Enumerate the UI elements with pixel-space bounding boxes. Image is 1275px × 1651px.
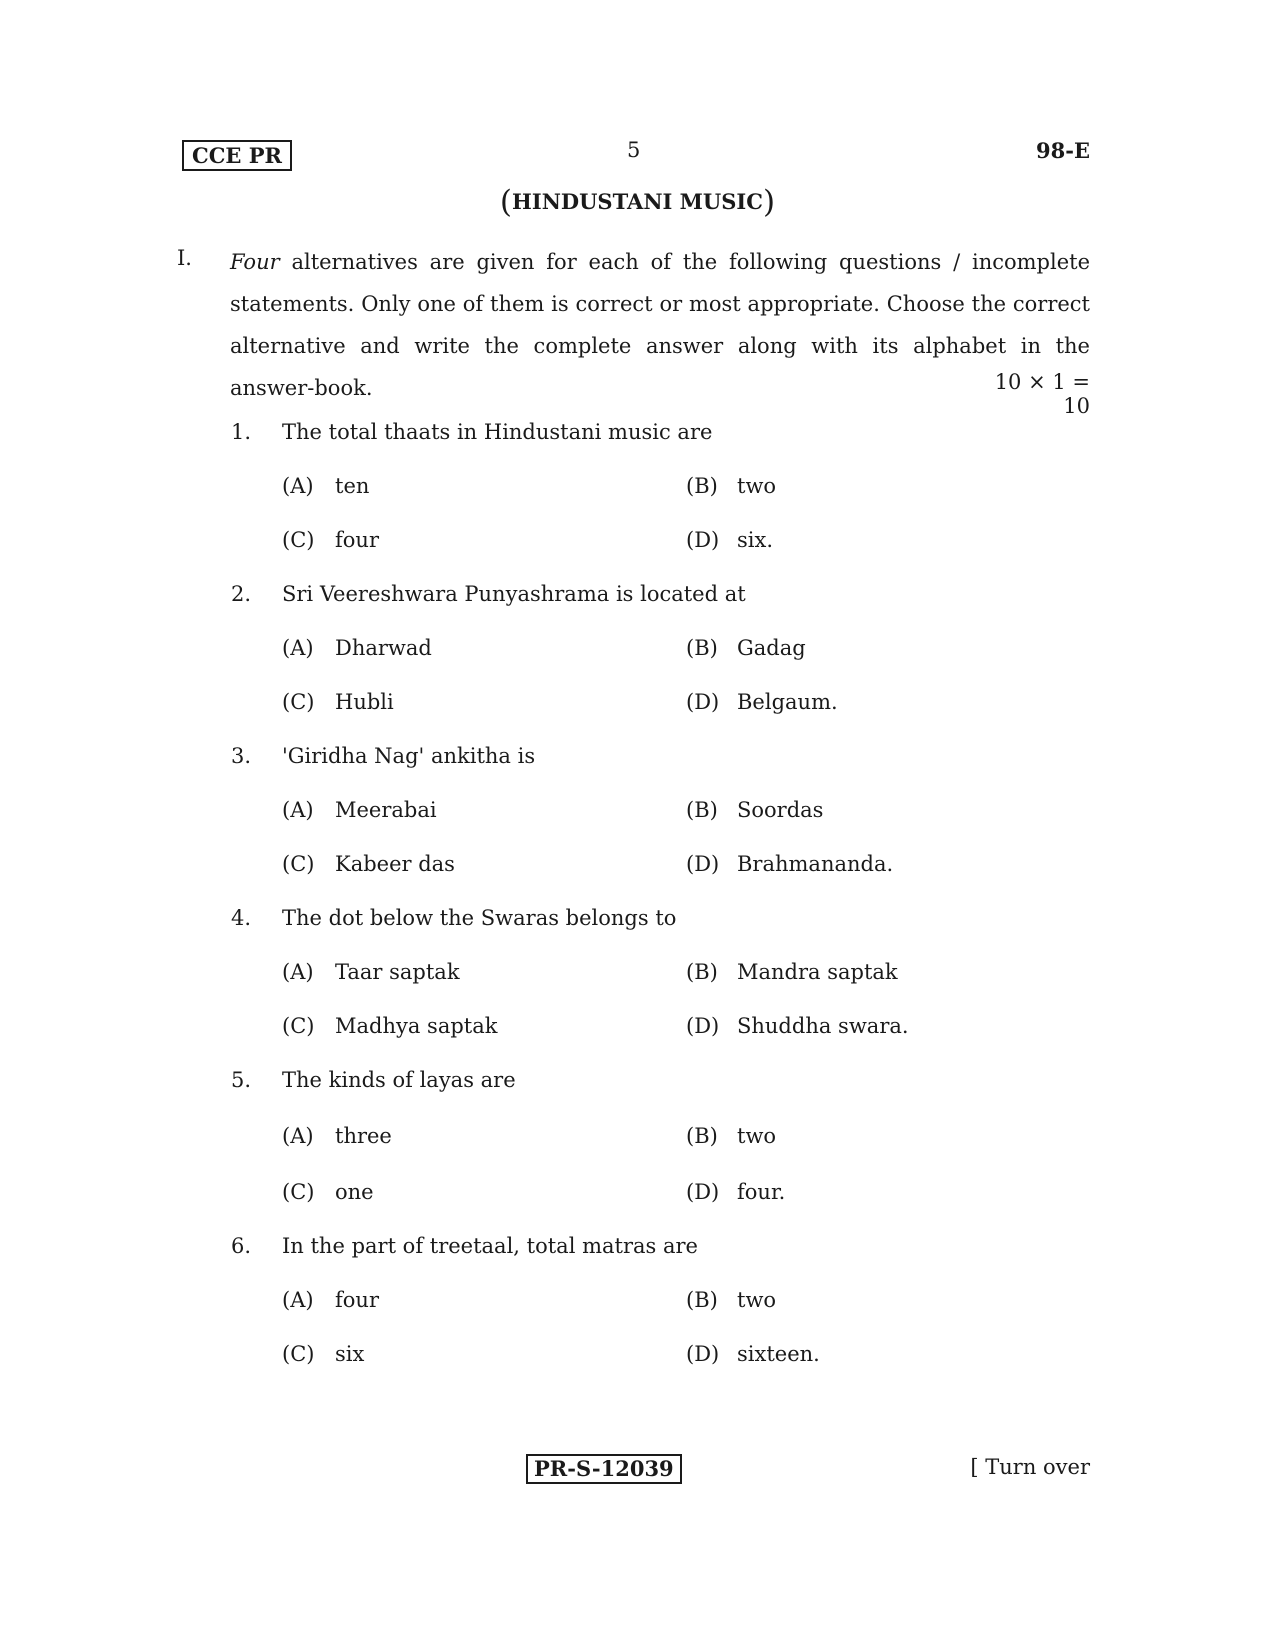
option-text: Meerabai [335, 798, 437, 822]
subject-text: HINDUSTANI MUSIC [512, 189, 763, 214]
option-text: sixteen. [737, 1342, 820, 1366]
option-text: four [335, 528, 379, 552]
page-number: 5 [627, 138, 641, 162]
option-text: six. [737, 528, 774, 552]
option-label: (D) [686, 528, 720, 552]
option-label: (C) [282, 1342, 315, 1366]
question-text: The kinds of layas are [282, 1068, 516, 1092]
option-label: (A) [282, 636, 314, 660]
option-text: Soordas [737, 798, 824, 822]
option-label: (C) [282, 528, 315, 552]
option-label: (B) [686, 636, 718, 660]
option-label: (D) [686, 852, 720, 876]
option-text: Brahmananda. [737, 852, 894, 876]
option-label: (B) [686, 474, 718, 498]
instruction-lead-word: Four [230, 250, 280, 274]
question-number: 4. [231, 906, 252, 930]
option-text: three [335, 1124, 392, 1148]
question-number: 6. [231, 1234, 252, 1258]
option-text: six [335, 1342, 365, 1366]
option-label: (D) [686, 1014, 720, 1038]
header-code-box: CCE PR [182, 140, 292, 171]
option-text: four [335, 1288, 379, 1312]
option-label: (D) [686, 690, 720, 714]
option-label: (D) [686, 1180, 720, 1204]
question-number: 3. [231, 744, 252, 768]
option-label: (A) [282, 1288, 314, 1312]
option-label: (B) [686, 960, 718, 984]
section-number: I. [177, 246, 192, 270]
option-text: Belgaum. [737, 690, 838, 714]
turn-over-note: [ Turn over [970, 1455, 1090, 1479]
option-label: (B) [686, 1124, 718, 1148]
option-text: two [737, 474, 777, 498]
option-label: (A) [282, 798, 314, 822]
question-text: In the part of treetaal, total matras are [282, 1234, 698, 1258]
option-label: (A) [282, 1124, 314, 1148]
option-label: (C) [282, 852, 315, 876]
question-text: The total thaats in Hindustani music are [282, 420, 713, 444]
option-label: (D) [686, 1342, 720, 1366]
option-label: (C) [282, 1014, 315, 1038]
option-text: ten [335, 474, 370, 498]
question-number: 5. [231, 1068, 252, 1092]
section-marks: 10 × 1 = 10 [994, 370, 1090, 418]
option-label: (C) [282, 1180, 315, 1204]
option-text: two [737, 1124, 777, 1148]
option-text: Mandra saptak [737, 960, 898, 984]
option-text: Taar saptak [335, 960, 460, 984]
option-text: Madhya saptak [335, 1014, 498, 1038]
option-text: Gadag [737, 636, 806, 660]
option-label: (A) [282, 960, 314, 984]
instruction-text: alternatives are given for each of the following questions / incomplete statements. Only one of them is correct or most appropriate. Choose the correct alternative and write the complete answer along with its alphabet in the answer-book. [230, 250, 1090, 400]
option-text: Hubli [335, 690, 394, 714]
option-label: (A) [282, 474, 314, 498]
option-label: (B) [686, 798, 718, 822]
question-text: The dot below the Swaras belongs to [282, 906, 677, 930]
option-text: Shuddha swara. [737, 1014, 909, 1038]
option-text: Kabeer das [335, 852, 455, 876]
question-text: Sri Veereshwara Punyashrama is located at [282, 582, 746, 606]
subject-title: (HINDUSTANI MUSIC) [499, 184, 776, 220]
option-text: Dharwad [335, 636, 432, 660]
footer-code-box: PR-S-12039 [526, 1454, 682, 1484]
section-instruction [230, 241, 1090, 409]
question-number: 1. [231, 420, 252, 444]
option-text: two [737, 1288, 777, 1312]
option-label: (C) [282, 690, 315, 714]
option-text: one [335, 1180, 374, 1204]
paper-code: 98-E [1036, 138, 1090, 163]
question-text: 'Giridha Nag' ankitha is [282, 744, 536, 768]
question-number: 2. [231, 582, 252, 606]
option-text: four. [737, 1180, 786, 1204]
option-label: (B) [686, 1288, 718, 1312]
